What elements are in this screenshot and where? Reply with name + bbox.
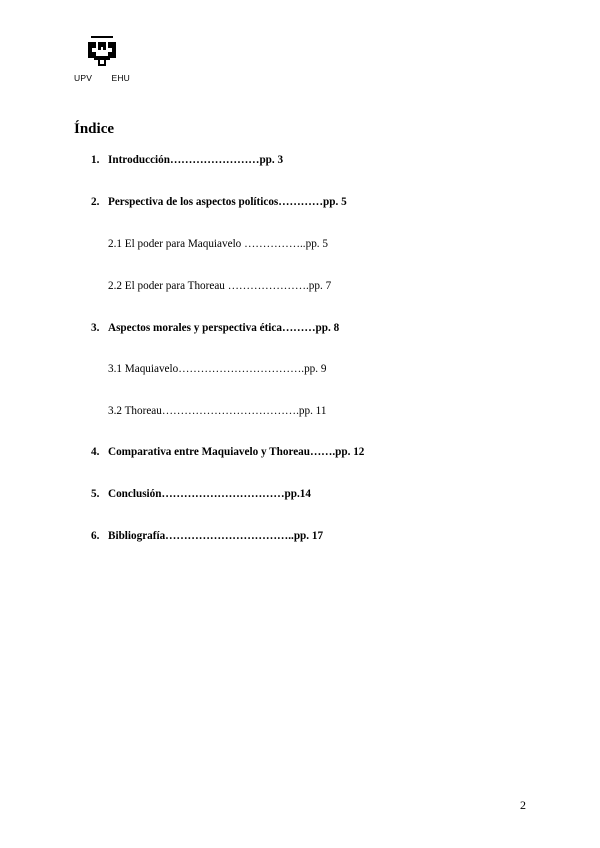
toc-entry-label: Comparativa entre Maquiavelo y Thoreau…….pp. 12 (108, 446, 365, 458)
toc-entry-label: Conclusión……………………………pp.14 (108, 488, 311, 500)
toc-entry-label: 2.2 El poder para Thoreau ………………….pp. 7 (108, 280, 332, 292)
toc-entry-number: 5. (91, 488, 100, 500)
toc-entry-number: 1. (91, 154, 100, 166)
toc-entry-label: Bibliografía……………………………..pp. 17 (108, 530, 324, 542)
toc-entry-label: 3.2 Thoreau……………………………….pp. 11 (108, 405, 327, 417)
toc-entry-label: Perspectiva de los aspectos políticos…………pp. 5 (108, 196, 347, 208)
toc-entry-number: 3. (91, 322, 100, 334)
toc-entry-label: 2.1 El poder para Maquiavelo ……………..pp. 5 (108, 238, 328, 250)
page-number: 2 (520, 798, 526, 812)
toc-entry-label: Introducción……………………pp. 3 (108, 154, 284, 166)
logo-text-ehu: EHU (111, 73, 130, 83)
toc-entry-number: 6. (91, 530, 100, 542)
logo-text-upv: UPV (74, 73, 93, 83)
toc-entry-number: 2. (91, 196, 100, 208)
toc-entry-label: 3.1 Maquiavelo…………………………….pp. 9 (108, 363, 327, 375)
toc-title: Índice (74, 121, 115, 137)
toc-entry-label: Aspectos morales y perspectiva ética………pp. 8 (108, 322, 340, 334)
toc-entry-number: 4. (91, 446, 100, 458)
